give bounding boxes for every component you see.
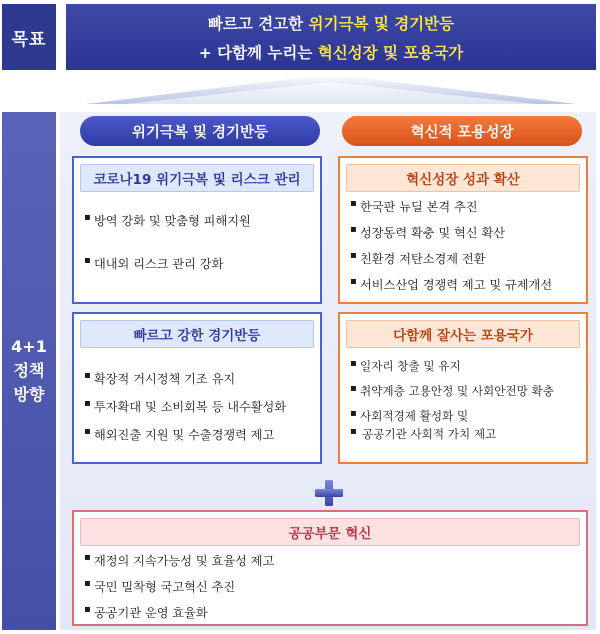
innovation-growth-box <box>338 156 588 304</box>
goal-line-2 <box>199 41 464 63</box>
innovation-item: ▪ 한국판 뉴딜 본격 추진 <box>350 198 580 215</box>
inclusive-item: ▪ 사회적경제 활성화 및 <box>350 408 580 424</box>
public-sector-title: 공공부문 혁신 <box>80 518 580 546</box>
goal-line-1 <box>208 12 454 34</box>
goal-label: 목표 <box>2 4 56 70</box>
public-item: ▪ 국민 밀착형 국고혁신 추진 <box>84 578 580 595</box>
inclusive-item: ▪ 취약계층 고용안정 및 사회안전망 확충 <box>350 383 580 399</box>
goal-line-2-prefix: + 다함께 누리는 <box>198 43 318 62</box>
corona-crisis-box <box>72 156 322 304</box>
innovation-item: ▪ 성장동력 확충 및 혁신 확산 <box>350 224 580 241</box>
corona-item: ▪ 대내외 리스크 관리 강화 <box>84 255 314 272</box>
recovery-item: ▪ 투자확대 및 소비회복 등 내수활성화 <box>84 398 314 415</box>
public-sector-box <box>72 510 588 626</box>
corona-crisis-title: 코로나19 위기극복 및 리스크 관리 <box>80 164 314 192</box>
inclusive-item-continued: ▪ 공공기관 사회적 가치 제고 <box>350 426 580 442</box>
recovery-item: ▪ 확장적 거시정책 기조 유지 <box>84 370 314 387</box>
economic-recovery-box <box>72 312 322 464</box>
goal-line-1-highlight: 위기극복 및 경기반등 <box>308 14 455 33</box>
corona-item: ▪ 방역 강화 및 맞춤형 피해지원 <box>84 212 314 229</box>
economic-recovery-title: 빠르고 강한 경기반등 <box>80 320 314 348</box>
inclusive-nation-title: 다함께 잘사는 포용국가 <box>346 320 580 348</box>
goal-line-2-highlight: 혁신성장 및 포용국가 <box>317 43 464 62</box>
public-item: ▪ 재정의 지속가능성 및 효율성 제고 <box>84 552 580 569</box>
goal-box <box>66 4 596 70</box>
policy-direction-label: 4+1 정책 방향 <box>2 112 56 630</box>
pillar-inclusive-growth: 혁신적 포용성장 <box>342 116 582 146</box>
public-item: ▪ 공공기관 운영 효율화 <box>84 604 580 621</box>
pillar-crisis-recovery: 위기극복 및 경기반등 <box>80 116 320 146</box>
inclusive-item: ▪ 일자리 창출 및 유지 <box>350 358 580 374</box>
innovation-item: ▪ 서비스산업 경쟁력 제고 및 규제개선 <box>350 276 580 293</box>
up-chevron-arrow-icon <box>66 72 596 106</box>
innovation-item: ▪ 친환경 저탄소경제 전환 <box>350 250 580 267</box>
goal-line-1-prefix: 빠르고 견고한 <box>207 14 309 33</box>
recovery-item: ▪ 해외진출 지원 및 수출경쟁력 제고 <box>84 426 314 443</box>
plus-icon <box>312 478 346 508</box>
innovation-growth-title: 혁신성장 성과 확산 <box>346 164 580 192</box>
inclusive-nation-box <box>338 312 588 464</box>
